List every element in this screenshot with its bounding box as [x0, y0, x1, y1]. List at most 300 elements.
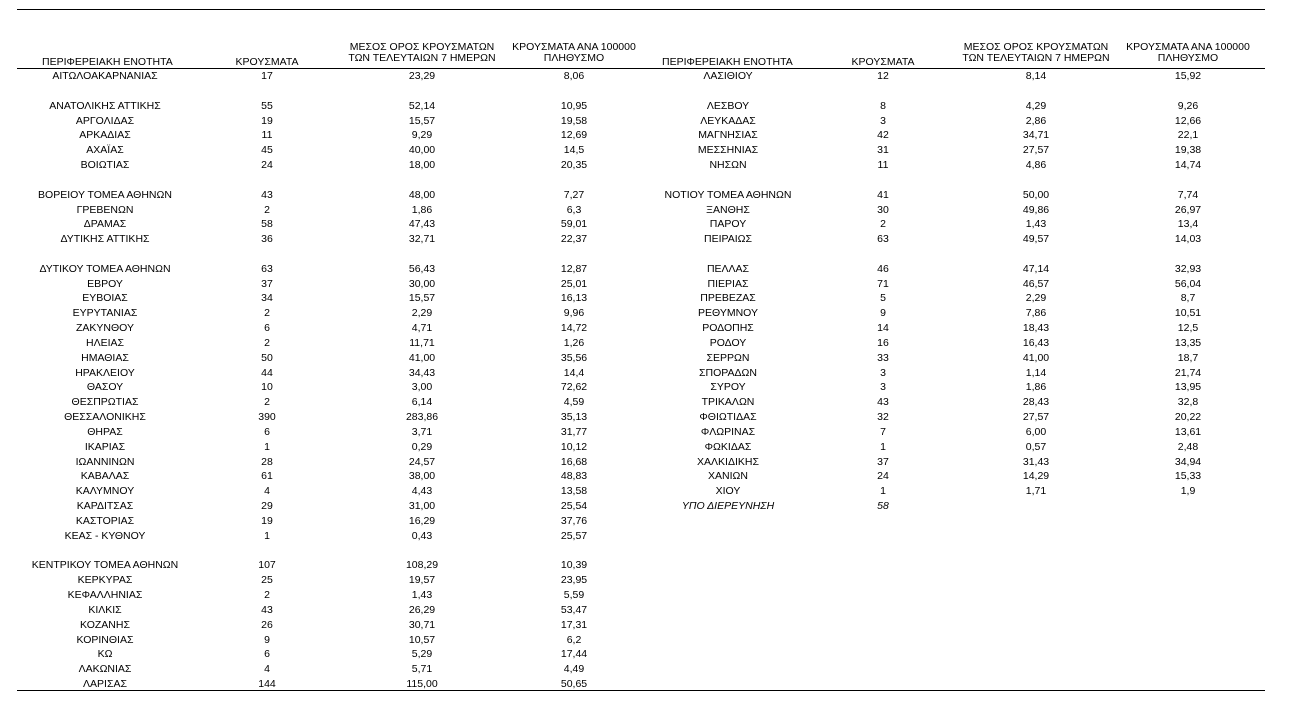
cell-cases: 11 [877, 159, 889, 171]
cell-name: ΞΑΝΘΗΣ [706, 203, 750, 216]
table-row [0, 69, 1301, 83]
cell-per100k: 22,37 [560, 233, 588, 246]
cell-avg: 32,71 [408, 233, 436, 246]
cell-cases: 5 [880, 292, 886, 305]
cell-cases: 58 [877, 500, 889, 513]
cell-per100k: 7,27 [563, 188, 585, 201]
table-row [0, 158, 1301, 172]
table-row [0, 99, 1301, 113]
cell-avg: 41,00 [408, 351, 436, 364]
cell-avg: 4,43 [411, 485, 433, 498]
cell-per100k: 2,48 [1177, 440, 1199, 453]
cell-avg: 2,29 [411, 307, 433, 320]
cell-per100k: 32,93 [1174, 262, 1202, 275]
cell-avg: 4,86 [1025, 159, 1047, 171]
cell-cases: 30 [877, 203, 889, 216]
cell-cases: 43 [261, 603, 273, 616]
cell-avg: 1,86 [411, 203, 433, 216]
table-row [0, 291, 1301, 305]
cell-name: ΕΥΒΟΙΑΣ [82, 292, 128, 305]
cell-avg: 50,00 [1022, 188, 1050, 201]
cell-per100k: 48,83 [560, 470, 588, 483]
table-row [0, 484, 1301, 498]
cell-cases: 10 [261, 381, 273, 394]
cell-per100k: 16,68 [560, 455, 588, 468]
cell-name: ΑΡΚΑΔΙΑΣ [79, 129, 131, 142]
table-row [0, 677, 1301, 691]
cell-name: ΚΙΛΚΙΣ [88, 603, 122, 616]
cell-avg: 1,43 [411, 589, 433, 601]
cell-cases: 7 [880, 425, 886, 438]
cell-per100k: 20,22 [1174, 411, 1202, 424]
header-avg-line2: ΤΩΝ ΤΕΛΕΥΤΑΙΩΝ 7 ΗΜΕΡΩΝ [962, 52, 1110, 64]
cell-name: ΑΡΓΟΛΙΔΑΣ [75, 114, 135, 127]
cell-per100k: 59,01 [560, 218, 588, 231]
cell-per100k: 72,62 [560, 381, 588, 394]
cell-avg: 108,29 [405, 559, 439, 572]
cell-avg: 5,29 [411, 648, 433, 661]
cell-cases: 50 [261, 351, 273, 364]
header-region-left: ΠΕΡΙΦΕΡΕΙΑΚΗ ΕΝΟΤΗΤΑ [42, 56, 173, 68]
cell-name: ΔΥΤΙΚΗΣ ΑΤΤΙΚΗΣ [60, 233, 150, 246]
cell-avg: 3,71 [411, 425, 433, 438]
table-row [0, 440, 1301, 454]
cell-name: ΧΑΝΙΩΝ [708, 470, 748, 483]
table-row [0, 469, 1301, 483]
cell-avg: 1,43 [1025, 218, 1047, 231]
cell-per100k: 56,04 [1174, 277, 1202, 290]
cell-name: ΠΕΙΡΑΙΩΣ [704, 233, 752, 246]
header-avg-line2: ΤΩΝ ΤΕΛΕΥΤΑΙΩΝ 7 ΗΜΕΡΩΝ [348, 52, 496, 64]
cell-avg: 46,57 [1022, 277, 1050, 290]
cell-per100k: 6,3 [566, 203, 582, 216]
cell-cases: 4 [264, 485, 270, 498]
cell-cases: 9 [264, 633, 270, 646]
cell-avg: 15,57 [408, 114, 436, 127]
cell-name: ΙΩΑΝΝΙΝΩΝ [75, 455, 135, 468]
cell-avg: 0,43 [411, 529, 433, 542]
table-row [0, 425, 1301, 439]
cell-per100k: 13,58 [560, 485, 588, 498]
cell-avg: 0,57 [1025, 440, 1047, 453]
cell-name: ΚΑΡΔΙΤΣΑΣ [76, 500, 134, 513]
cell-per100k: 6,2 [566, 633, 582, 646]
cell-avg: 27,57 [1022, 411, 1050, 424]
cell-name: ΗΛΕΙΑΣ [85, 336, 124, 349]
cell-name: ΡΟΔΟΥ [709, 336, 747, 349]
cell-cases: 8 [880, 99, 886, 112]
cell-cases: 19 [261, 114, 273, 127]
table-row [0, 573, 1301, 587]
cell-per100k: 32,8 [1177, 396, 1199, 409]
cell-per100k: 4,49 [563, 663, 585, 676]
cell-name: ΙΚΑΡΙΑΣ [84, 440, 126, 453]
cell-cases: 61 [261, 470, 273, 483]
cell-avg: 8,14 [1025, 70, 1047, 82]
cell-cases: 24 [261, 159, 273, 171]
cell-avg: 2,86 [1025, 114, 1047, 127]
table-row [0, 114, 1301, 128]
cell-cases: 63 [261, 262, 273, 275]
cell-name: ΚΟΖΑΝΗΣ [80, 618, 130, 631]
cell-name: ΛΕΥΚΑΔΑΣ [700, 114, 756, 127]
table-row [0, 143, 1301, 157]
cell-name: ΦΩΚΙΔΑΣ [704, 440, 752, 453]
table-row [0, 277, 1301, 291]
cell-name: ΛΑΚΩΝΙΑΣ [78, 663, 132, 676]
cell-name: ΣΕΡΡΩΝ [706, 351, 750, 364]
table-row [0, 410, 1301, 424]
cell-cases: 2 [880, 218, 886, 231]
cell-name: ΚΕΡΚΥΡΑΣ [77, 574, 133, 587]
cell-cases: 16 [877, 336, 889, 349]
cell-cases: 24 [877, 470, 889, 483]
cell-cases: 63 [877, 233, 889, 246]
cell-name: ΚΑΒΑΛΑΣ [80, 470, 130, 483]
table-row [0, 321, 1301, 335]
table-row [0, 455, 1301, 469]
cell-cases: 6 [264, 648, 270, 661]
cell-avg: 4,71 [411, 322, 433, 335]
cell-cases: 144 [258, 678, 276, 690]
cell-name: ΣΥΡΟΥ [710, 381, 746, 394]
cell-avg: 41,00 [1022, 351, 1050, 364]
cell-cases: 2 [264, 589, 270, 601]
cell-per100k: 12,5 [1177, 322, 1199, 335]
cell-name: ΑΝΑΤΟΛΙΚΗΣ ΑΤΤΙΚΗΣ [49, 99, 161, 112]
cell-cases: 2 [264, 336, 270, 349]
header-avg-line1: ΜΕΣΟΣ ΟΡΟΣ ΚΡΟΥΣΜΑΤΩΝ [349, 41, 495, 53]
cell-cases: 71 [877, 277, 889, 290]
cell-cases: 14 [877, 322, 889, 335]
cell-avg: 48,00 [408, 188, 436, 201]
cell-per100k: 1,26 [563, 336, 585, 349]
cell-name: ΚΟΡΙΝΘΙΑΣ [76, 633, 134, 646]
cell-avg: 56,43 [408, 262, 436, 275]
cell-name: ΖΑΚΥΝΘΟΥ [75, 322, 134, 335]
cell-cases: 3 [880, 381, 886, 394]
cell-per100k: 19,38 [1174, 144, 1202, 157]
cell-name: ΘΑΣΟΥ [86, 381, 124, 394]
cell-per100k: 8,7 [1180, 292, 1196, 305]
cell-cases: 3 [880, 366, 886, 379]
cell-avg: 115,00 [406, 678, 438, 690]
table-row [0, 514, 1301, 528]
cell-cases: 3 [880, 114, 886, 127]
cell-per100k: 50,65 [560, 678, 588, 690]
cell-cases: 25 [261, 574, 273, 587]
cell-per100k: 25,54 [560, 500, 588, 513]
cell-avg: 2,29 [1025, 292, 1047, 305]
cell-name: ΑΙΤΩΛΟΑΚΑΡΝΑΝΙΑΣ [52, 70, 158, 82]
cell-cases: 107 [258, 559, 276, 572]
cell-per100k: 10,51 [1174, 307, 1202, 320]
table-row [0, 499, 1301, 513]
cell-avg: 40,00 [408, 144, 436, 157]
cell-avg: 24,57 [408, 455, 436, 468]
cell-per100k: 31,77 [560, 425, 588, 438]
cell-avg: 18,43 [1022, 322, 1050, 335]
table-row [0, 262, 1301, 276]
cell-avg: 9,29 [411, 129, 433, 142]
table-row [0, 128, 1301, 142]
cell-per100k: 14,72 [560, 322, 588, 335]
cell-per100k: 7,74 [1177, 188, 1199, 201]
cell-avg: 27,57 [1022, 144, 1050, 157]
cell-name: ΒΟΡΕΙΟΥ ΤΟΜΕΑ ΑΘΗΝΩΝ [38, 188, 172, 201]
cell-name: ΗΡΑΚΛΕΙΟΥ [75, 366, 135, 379]
cell-name: ΜΑΓΝΗΣΙΑΣ [698, 129, 758, 142]
cell-name: ΒΟΙΩΤΙΑΣ [80, 159, 130, 171]
cell-cases: 390 [258, 411, 276, 424]
table-row [0, 529, 1301, 543]
cell-per100k: 12,69 [560, 129, 588, 142]
cell-name: ΚΕΦΑΛΛΗΝΙΑΣ [67, 589, 143, 601]
table-row [0, 203, 1301, 217]
cell-name: ΡΟΔΟΠΗΣ [702, 322, 754, 335]
cell-name: ΘΗΡΑΣ [87, 425, 123, 438]
table-row [0, 647, 1301, 661]
cell-name: ΚΑΛΥΜΝΟΥ [75, 485, 135, 498]
cell-per100k: 17,31 [560, 618, 588, 631]
cell-avg: 11,71 [409, 336, 435, 349]
cell-name: ΛΑΡΙΣΑΣ [83, 678, 127, 690]
cell-per100k: 5,59 [563, 589, 585, 601]
cell-name: ΛΕΣΒΟΥ [706, 99, 750, 112]
cell-name: ΧΑΛΚΙΔΙΚΗΣ [697, 455, 759, 468]
cell-cases: 44 [261, 366, 273, 379]
cell-per100k: 23,95 [560, 574, 588, 587]
cell-avg: 6,14 [411, 396, 433, 409]
cell-cases: 9 [880, 307, 886, 320]
cell-avg: 30,00 [408, 277, 436, 290]
cell-per100k: 13,61 [1174, 425, 1202, 438]
cell-per100k: 9,96 [563, 307, 585, 320]
header-per100k-left [500, 42, 648, 64]
cell-cases: 12 [877, 70, 889, 82]
cell-name: ΘΕΣΣΑΛΟΝΙΚΗΣ [64, 411, 146, 424]
cell-name: ΠΙΕΡΙΑΣ [707, 277, 749, 290]
cell-per100k: 15,33 [1174, 470, 1202, 483]
cell-name: ΓΡΕΒΕΝΩΝ [76, 203, 134, 216]
cell-cases: 42 [877, 129, 889, 142]
table-row [0, 188, 1301, 202]
cell-avg: 49,86 [1022, 203, 1050, 216]
cell-cases: 31 [877, 144, 889, 157]
table-row [0, 662, 1301, 676]
cell-per100k: 10,12 [560, 440, 588, 453]
cell-name: ΛΑΣΙΘΙΟΥ [703, 70, 753, 82]
cell-per100k: 35,56 [560, 351, 588, 364]
cell-cases: 26 [261, 618, 273, 631]
table-row [0, 395, 1301, 409]
table-row [0, 588, 1301, 602]
cell-name: ΗΜΑΘΙΑΣ [81, 351, 129, 364]
cell-name: ΦΛΩΡΙΝΑΣ [700, 425, 756, 438]
cell-avg: 49,57 [1022, 233, 1050, 246]
cell-per100k: 14,4 [563, 366, 585, 379]
table-row [0, 618, 1301, 632]
header-avg-line1: ΜΕΣΟΣ ΟΡΟΣ ΚΡΟΥΣΜΑΤΩΝ [963, 41, 1109, 53]
cell-avg: 52,14 [408, 99, 436, 112]
cell-avg: 38,00 [408, 470, 436, 483]
cell-per100k: 14,03 [1174, 233, 1202, 246]
cell-cases: 11 [261, 129, 273, 142]
cell-name: ΚΕΝΤΡΙΚΟΥ ΤΟΜΕΑ ΑΘΗΝΩΝ [31, 559, 179, 572]
cell-name: ΤΡΙΚΑΛΩΝ [701, 396, 755, 409]
cell-cases: 43 [261, 188, 273, 201]
cell-cases: 55 [261, 99, 273, 112]
cell-per100k: 10,39 [560, 559, 588, 572]
cell-per100k: 9,26 [1177, 99, 1199, 112]
cell-avg: 3,00 [411, 381, 433, 394]
cell-avg: 23,29 [408, 70, 436, 82]
cell-name: ΕΥΡΥΤΑΝΙΑΣ [72, 307, 138, 320]
cell-per100k: 22,1 [1177, 129, 1199, 142]
cell-cases: 37 [877, 455, 889, 468]
header-cases-right: ΚΡΟΥΣΜΑΤΑ [851, 56, 915, 68]
table-row [0, 366, 1301, 380]
cell-avg: 34,43 [408, 366, 436, 379]
cell-avg: 7,86 [1025, 307, 1047, 320]
cell-avg: 5,71 [411, 663, 433, 676]
cell-cases: 41 [877, 188, 889, 201]
cell-cases: 6 [264, 322, 270, 335]
cell-avg: 283,86 [405, 411, 439, 424]
cell-per100k: 21,74 [1174, 366, 1202, 379]
header-per100k-right [1114, 42, 1262, 64]
cell-avg: 28,43 [1022, 396, 1050, 409]
cell-per100k: 12,66 [1174, 114, 1202, 127]
cell-per100k: 26,97 [1174, 203, 1202, 216]
table-row [0, 336, 1301, 350]
cell-avg: 47,43 [408, 218, 436, 231]
cell-cases: 33 [877, 351, 889, 364]
cell-cases: 1 [264, 440, 270, 453]
header-per100k-line2: ΠΛΗΘΥΣΜΟ [1157, 52, 1219, 64]
cell-name: ΚΩ [97, 648, 113, 661]
cell-cases: 36 [261, 233, 273, 246]
header-avg-left [342, 42, 502, 64]
cell-cases: 1 [880, 440, 886, 453]
top-rule [17, 9, 1265, 10]
cell-cases: 1 [880, 485, 886, 498]
header-per100k-line1: ΚΡΟΥΣΜΑΤΑ ΑΝΑ 100000 [512, 41, 636, 53]
cell-avg: 47,14 [1022, 262, 1050, 275]
cell-per100k: 13,4 [1177, 218, 1199, 231]
cell-avg: 1,14 [1025, 366, 1047, 379]
cell-name: ΑΧΑΪΑΣ [86, 144, 124, 157]
cell-name: ΦΘΙΩΤΙΔΑΣ [699, 411, 757, 424]
cell-avg: 4,29 [1025, 99, 1047, 112]
cell-cases: 58 [261, 218, 273, 231]
cell-per100k: 4,59 [563, 396, 585, 409]
cell-per100k: 53,47 [560, 603, 588, 616]
cell-per100k: 35,13 [560, 411, 588, 424]
cell-name: ΡΕΘΥΜΝΟΥ [697, 307, 758, 320]
cell-avg: 18,00 [408, 159, 436, 171]
cell-per100k: 17,44 [560, 648, 588, 661]
cell-name: ΝΟΤΙΟΥ ΤΟΜΕΑ ΑΘΗΝΩΝ [664, 188, 792, 201]
cell-name: ΥΠΟ ΔΙΕΡΕΥΝΗΣΗ [681, 500, 775, 513]
cell-per100k: 12,87 [560, 262, 588, 275]
cell-avg: 1,71 [1025, 485, 1047, 498]
cell-cases: 19 [261, 514, 273, 527]
cell-name: ΝΗΣΩΝ [709, 159, 747, 171]
cell-cases: 37 [261, 277, 273, 290]
cell-cases: 2 [264, 307, 270, 320]
header-per100k-line2: ΠΛΗΘΥΣΜΟ [543, 52, 605, 64]
cell-per100k: 13,35 [1174, 336, 1202, 349]
header-per100k-line1: ΚΡΟΥΣΜΑΤΑ ΑΝΑ 100000 [1126, 41, 1250, 53]
table-row [0, 306, 1301, 320]
table-row [0, 380, 1301, 394]
header-avg-right [956, 42, 1116, 64]
cell-per100k: 15,92 [1174, 70, 1202, 82]
cell-cases: 43 [877, 396, 889, 409]
cell-name: ΣΠΟΡΑΔΩΝ [699, 366, 757, 379]
cell-cases: 32 [877, 411, 889, 424]
cell-name: ΔΡΑΜΑΣ [83, 218, 127, 231]
cell-per100k: 13,95 [1174, 381, 1202, 394]
cell-name: ΠΕΛΛΑΣ [706, 262, 750, 275]
cell-cases: 46 [877, 262, 889, 275]
cell-cases: 45 [261, 144, 273, 157]
cell-name: ΜΕΣΣΗΝΙΑΣ [697, 144, 759, 157]
cell-cases: 34 [261, 292, 273, 305]
cell-per100k: 14,5 [563, 144, 585, 157]
cell-avg: 10,57 [408, 633, 436, 646]
cell-per100k: 20,35 [560, 159, 588, 171]
header-cases-left: ΚΡΟΥΣΜΑΤΑ [235, 56, 299, 68]
cell-cases: 1 [264, 529, 270, 542]
cell-name: ΧΙΟΥ [715, 485, 741, 498]
cell-name: ΚΕΑΣ - ΚΥΘΝΟΥ [64, 529, 146, 542]
table-row [0, 217, 1301, 231]
cell-avg: 16,29 [408, 514, 436, 527]
cell-avg: 15,57 [408, 292, 436, 305]
cell-per100k: 25,01 [560, 277, 588, 290]
cell-cases: 2 [264, 396, 270, 409]
cell-cases: 29 [261, 500, 273, 513]
cell-per100k: 34,94 [1174, 455, 1202, 468]
table-row [0, 558, 1301, 572]
cell-cases: 28 [261, 455, 273, 468]
cell-avg: 31,00 [408, 500, 436, 513]
cell-per100k: 10,95 [560, 99, 588, 112]
cell-cases: 17 [261, 70, 273, 82]
cell-avg: 31,43 [1022, 455, 1050, 468]
cell-cases: 2 [264, 203, 270, 216]
cell-per100k: 8,06 [563, 70, 585, 82]
cell-per100k: 1,9 [1180, 485, 1196, 498]
cell-cases: 6 [264, 425, 270, 438]
cell-per100k: 14,74 [1174, 159, 1202, 171]
cell-avg: 19,57 [408, 574, 436, 587]
cell-avg: 14,29 [1022, 470, 1050, 483]
cell-name: ΔΥΤΙΚΟΥ ΤΟΜΕΑ ΑΘΗΝΩΝ [39, 262, 171, 275]
cell-avg: 26,29 [408, 603, 436, 616]
cell-name: ΕΒΡΟΥ [87, 277, 123, 290]
cell-avg: 34,71 [1022, 129, 1050, 142]
table-row [0, 603, 1301, 617]
cell-avg: 30,71 [408, 618, 436, 631]
cell-name: ΠΑΡΟΥ [709, 218, 747, 231]
table-row [0, 351, 1301, 365]
cell-name: ΠΡΕΒΕΖΑΣ [700, 292, 756, 305]
cell-avg: 1,86 [1025, 381, 1047, 394]
cell-name: ΚΑΣΤΟΡΙΑΣ [75, 514, 135, 527]
